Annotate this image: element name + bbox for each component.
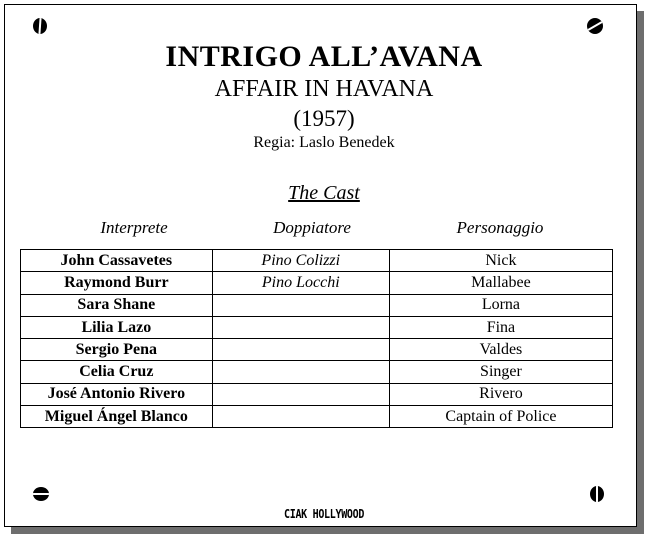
role-cell: Valdes [389, 339, 612, 361]
screw-icon [590, 486, 604, 502]
dubber-cell [212, 383, 389, 405]
role-cell: Rivero [389, 383, 612, 405]
director-credit: Regia: Laslo Benedek [253, 134, 395, 151]
release-year: (1957) [293, 106, 355, 131]
actor-cell: John Cassavetes [21, 250, 213, 272]
dubber-cell [212, 316, 389, 338]
role-cell: Singer [389, 361, 612, 383]
actor-cell: Miguel Ángel Blanco [21, 406, 213, 428]
table-row [21, 294, 613, 316]
column-header-personaggio: Personaggio [456, 218, 544, 237]
actor-cell: José Antonio Rivero [21, 383, 213, 405]
table-row [21, 383, 613, 405]
cast-table [20, 249, 613, 428]
dubber-cell [212, 339, 389, 361]
ciak-hollywood-logo: CIAK HOLLYWOOD [284, 508, 365, 522]
dubber-cell [212, 406, 389, 428]
role-cell: Lorna [389, 294, 612, 316]
actor-cell: Sergio Pena [21, 339, 213, 361]
role-cell: Captain of Police [389, 406, 612, 428]
column-header-doppiatore: Doppiatore [273, 218, 351, 237]
english-title: AFFAIR IN HAVANA [214, 76, 434, 102]
table-row [21, 272, 613, 294]
column-header-interprete: Interprete [100, 218, 168, 237]
table-row [21, 406, 613, 428]
dubber-cell: Pino Colizzi [212, 250, 389, 272]
actor-cell: Sara Shane [21, 294, 213, 316]
table-row [21, 250, 613, 272]
page-title: INTRIGO ALL’AVANA [165, 40, 483, 73]
cast-heading: The Cast [288, 182, 360, 204]
actor-cell: Lilia Lazo [21, 316, 213, 338]
table-row [21, 316, 613, 338]
role-cell: Mallabee [389, 272, 612, 294]
role-cell: Fina [389, 316, 612, 338]
screw-icon [33, 487, 49, 501]
table-row [21, 361, 613, 383]
actor-cell: Raymond Burr [21, 272, 213, 294]
dubber-cell [212, 294, 389, 316]
screw-icon [33, 18, 47, 34]
table-row [21, 339, 613, 361]
screw-icon [587, 18, 603, 34]
actor-cell: Celia Cruz [21, 361, 213, 383]
role-cell: Nick [389, 250, 612, 272]
dubber-cell [212, 361, 389, 383]
dubber-cell: Pino Locchi [212, 272, 389, 294]
